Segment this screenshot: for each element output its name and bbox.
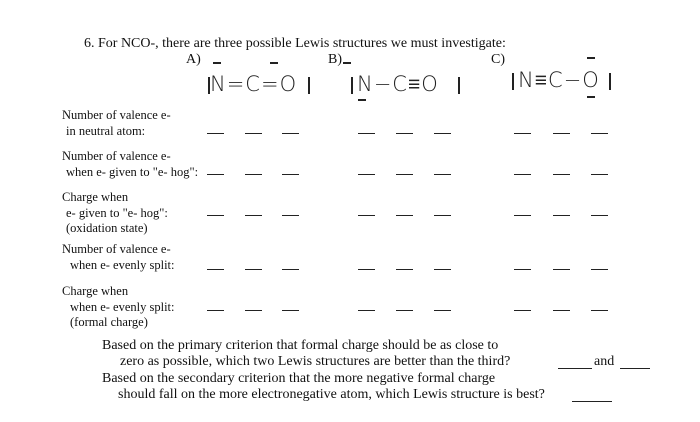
answer-blank-r1-s3-a2[interactable]	[553, 133, 570, 134]
lone-pair-mark	[343, 62, 351, 64]
lone-pair-mark	[458, 77, 460, 94]
structure-c-formula: N≡C−O	[518, 68, 600, 92]
answer-blank-r2-s1-a1[interactable]	[207, 174, 224, 175]
structure-b-formula: N−C≡O	[357, 72, 439, 96]
answer-blank-2[interactable]	[620, 368, 650, 369]
answer-blank-r4-s3-a2[interactable]	[553, 269, 570, 270]
question-1-line-2: zero as possible, which two Lewis structures are better than the third?	[120, 354, 511, 369]
answer-blank-r2-s3-a2[interactable]	[553, 174, 570, 175]
answer-blank-r3-s1-a2[interactable]	[245, 215, 262, 216]
answer-blank-r4-s2-a2[interactable]	[396, 269, 413, 270]
answer-blank-r5-s1-a3[interactable]	[282, 310, 299, 311]
lone-pair-mark	[270, 62, 278, 64]
answer-blank-r1-s2-a3[interactable]	[434, 133, 451, 134]
answer-blank-r5-s3-a3[interactable]	[591, 310, 608, 311]
lone-pair-mark	[609, 73, 611, 90]
answer-blank-r1-s3-a3[interactable]	[591, 133, 608, 134]
answer-blank-r3-s1-a3[interactable]	[282, 215, 299, 216]
row-label-oxidation-state: Charge when e- given to "e- hog": (oxidation state)	[62, 190, 168, 235]
row-label-formal-charge: Charge when when e- evenly split: (formal charge)	[62, 284, 175, 329]
answer-blank-r4-s3-a3[interactable]	[591, 269, 608, 270]
answer-blank-r3-s2-a1[interactable]	[358, 215, 375, 216]
lone-pair-mark	[358, 99, 366, 101]
answer-blank-r4-s1-a2[interactable]	[245, 269, 262, 270]
answer-blank-r3-s3-a2[interactable]	[553, 215, 570, 216]
lone-pair-mark	[208, 77, 210, 94]
lone-pair-mark	[213, 62, 221, 64]
answer-blank-r3-s3-a3[interactable]	[591, 215, 608, 216]
answer-blank-r3-s3-a1[interactable]	[514, 215, 531, 216]
answer-blank-r3-s1-a1[interactable]	[207, 215, 224, 216]
answer-blank-r4-s1-a3[interactable]	[282, 269, 299, 270]
answer-blank-r2-s2-a2[interactable]	[396, 174, 413, 175]
structure-a-formula: N=C=O	[210, 72, 298, 96]
answer-blank-r4-s2-a1[interactable]	[358, 269, 375, 270]
option-b-label: B)	[328, 52, 342, 67]
answer-blank-r2-s3-a3[interactable]	[591, 174, 608, 175]
row-label-valence-split: Number of valence e- when e- evenly split:	[62, 242, 175, 272]
answer-blank-r4-s3-a1[interactable]	[514, 269, 531, 270]
answer-blank-r1-s2-a1[interactable]	[358, 133, 375, 134]
answer-blank-r5-s1-a2[interactable]	[245, 310, 262, 311]
question-title	[84, 36, 506, 52]
answer-blank-r1-s1-a1[interactable]	[207, 133, 224, 134]
question-2-line-2: should fall on the more electronegative atom, which Lewis structure is best?	[118, 387, 545, 402]
answer-blank-r2-s2-a3[interactable]	[434, 174, 451, 175]
answer-blank-r5-s3-a2[interactable]	[553, 310, 570, 311]
answer-blank-r2-s3-a1[interactable]	[514, 174, 531, 175]
answer-blank-r5-s2-a2[interactable]	[396, 310, 413, 311]
answer-blank-r3-s2-a3[interactable]	[434, 215, 451, 216]
lone-pair-mark	[351, 77, 353, 94]
question-2-line-1: Based on the secondary criterion that the more negative formal charge	[102, 371, 496, 386]
answer-blank-r2-s2-a1[interactable]	[358, 174, 375, 175]
answer-blank-r2-s1-a2[interactable]	[245, 174, 262, 175]
option-a-label: A)	[186, 52, 201, 67]
option-c-label: C)	[491, 52, 505, 67]
answer-blank-r1-s1-a2[interactable]	[245, 133, 262, 134]
question-number: 6.	[84, 36, 95, 51]
answer-blank-r5-s2-a3[interactable]	[434, 310, 451, 311]
answer-blank-r1-s3-a1[interactable]	[514, 133, 531, 134]
row-label-valence-neutral: Number of valence e- in neutral atom:	[62, 108, 171, 138]
answer-blank-r1-s1-a3[interactable]	[282, 133, 299, 134]
row-label-valence-ehog: Number of valence e- when e- given to "e- hog":	[62, 149, 199, 179]
answer-blank-3[interactable]	[572, 401, 612, 402]
answer-blank-r1-s2-a2[interactable]	[396, 133, 413, 134]
lone-pair-mark	[512, 73, 514, 90]
answer-blank-1[interactable]	[558, 368, 592, 369]
question-1-and: and	[594, 354, 615, 369]
lone-pair-mark	[308, 77, 310, 94]
answer-blank-r4-s1-a1[interactable]	[207, 269, 224, 270]
question-text: For NCO-, there are three possible Lewis structures we must investigate:	[98, 36, 506, 51]
answer-blank-r5-s3-a1[interactable]	[514, 310, 531, 311]
lone-pair-mark	[587, 57, 595, 59]
answer-blank-r5-s1-a1[interactable]	[207, 310, 224, 311]
answer-blank-r3-s2-a2[interactable]	[396, 215, 413, 216]
answer-blank-r4-s2-a3[interactable]	[434, 269, 451, 270]
answer-blank-r5-s2-a1[interactable]	[358, 310, 375, 311]
question-1-line-1: Based on the primary criterion that formal charge should be as close to	[102, 338, 499, 353]
answer-blank-r2-s1-a3[interactable]	[282, 174, 299, 175]
lone-pair-mark	[587, 96, 595, 98]
